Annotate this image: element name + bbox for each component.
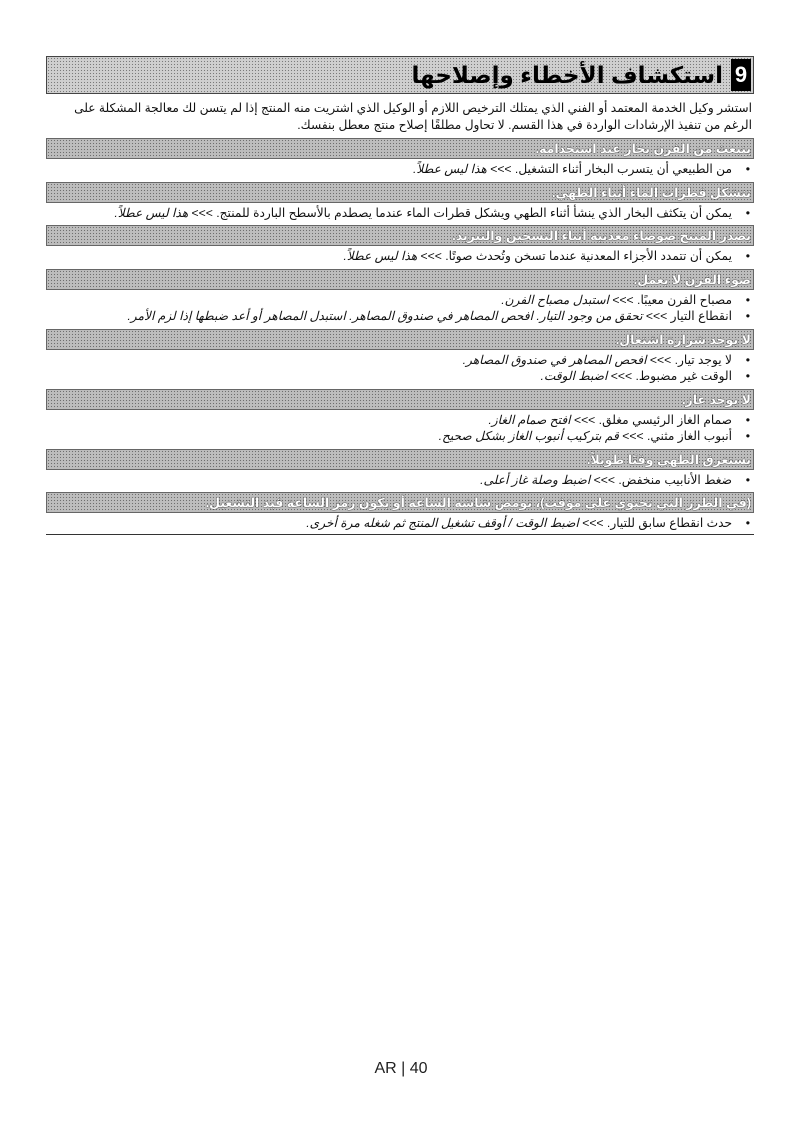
solution-text: استبدل مصباح الفرن. — [501, 292, 609, 307]
section-list — [46, 248, 754, 265]
section-list — [46, 205, 754, 222]
section-list — [46, 292, 754, 325]
list-item — [46, 352, 732, 369]
solution-text: افتح صمام الغاز. — [488, 412, 571, 427]
cause-text: يمكن أن يتكثف البخار الذي ينشأ أثناء الطهي ويشكل قطرات الماء عندما يصطدم بالأسطح الباردة للمنتج. >>> — [188, 205, 732, 220]
section-heading: لا يوجد غاز. — [46, 389, 754, 410]
cause-text: لا يوجد تيار. >>> — [646, 352, 732, 367]
chapter-title: استكشاف الأخطاء وإصلاحها — [411, 61, 723, 88]
section-heading: يستغرق الطهي وقتًا طويلاً. — [46, 449, 754, 470]
section-heading: (في الطرز التي تحتوي على مؤقت)، تومض شاشة الساعة أو يكون رمز الساعة قيد التشغيل. — [46, 492, 754, 513]
section-list — [46, 161, 754, 178]
solution-text: هذا ليس عطلاً. — [343, 249, 418, 263]
cause-text: حدث انقطاع سابق للتيار. >>> — [578, 516, 732, 530]
section-heading: لا يوجد شرارة اشتعال. — [46, 329, 754, 350]
bottom-rule — [46, 534, 754, 535]
intro-paragraph: استشر وكيل الخدمة المعتمد أو الفني الذي يمتلك الترخيص اللازم أو الوكيل الذي اشتريت منه المنتج إذا لم يتسن لك معالجة المشكلة على الرغم من تنفيذ الإرشادات الواردة في هذا القسم. لا تحاول مطلقًا إصلاح منتج معطل بنفسك. — [74, 101, 752, 132]
cause-text: من الطبيعي أن يتسرب البخار أثناء التشغيل. >>> — [486, 162, 732, 176]
page-content — [46, 56, 754, 535]
list-item — [46, 472, 732, 489]
list-item — [46, 161, 732, 178]
section-list — [46, 472, 754, 489]
solution-text: تحقق من وجود التيار. افحص المصاهر في صندوق المصاهر. استبدل المصاهر أو أعد ضبطها إذا لزم الأمر. — [127, 309, 643, 323]
solution-text: اضبط الوقت. — [540, 369, 608, 383]
cause-text: صمام الغاز الرئيسي مغلق. >>> — [570, 412, 732, 427]
solution-text: قم بتركيب أنبوب الغاز بشكل صحيح. — [438, 429, 619, 443]
section-heading: يصدر المنتج ضوضاء معدنية أثناء التسخين والتبريد. — [46, 225, 754, 246]
list-item — [46, 205, 732, 222]
section-heading: ضوء الفرن لا يعمل. — [46, 269, 754, 290]
list-item — [46, 428, 732, 445]
cause-text: يمكن أن تتمدد الأجزاء المعدنية عندما تسخن وتُحدث صوتًا. >>> — [417, 249, 732, 263]
list-item — [46, 412, 732, 429]
section-list — [46, 352, 754, 385]
cause-text: ضغط الأنابيب منخفض. >>> — [590, 472, 732, 487]
section-heading: ينبعث من الفرن بخار عند استخدامه. — [46, 138, 754, 159]
solution-text: اضبط الوقت / أوقف تشغيل المنتج ثم شغله مرة أخرى. — [306, 516, 579, 530]
solution-text: هذا ليس عطلاً. — [412, 162, 487, 176]
solution-text: افحص المصاهر في صندوق المصاهر. — [462, 352, 647, 367]
list-item — [46, 368, 732, 385]
cause-text: الوقت غير مضبوط. >>> — [607, 369, 732, 383]
section-heading: تتشكل قطرات الماء أثناء الطهي. — [46, 182, 754, 203]
cause-text: أنبوب الغاز مثني. >>> — [618, 429, 732, 443]
chapter-number: 9 — [731, 59, 751, 91]
cause-text: انقطاع التيار >>> — [642, 309, 732, 323]
solution-text: هذا ليس عطلاً. — [114, 205, 189, 220]
troubleshooting-sections — [46, 138, 754, 535]
list-item — [46, 248, 732, 265]
chapter-header — [46, 56, 754, 94]
cause-text: مصباح الفرن معيبًا. >>> — [608, 292, 732, 307]
page-number: AR | 40 — [374, 1060, 428, 1077]
list-item — [46, 515, 732, 532]
list-item — [46, 308, 732, 325]
section-list — [46, 412, 754, 445]
solution-text: اضبط وصلة غاز أعلى. — [480, 472, 591, 487]
section-list — [46, 515, 754, 532]
list-item — [46, 292, 732, 309]
